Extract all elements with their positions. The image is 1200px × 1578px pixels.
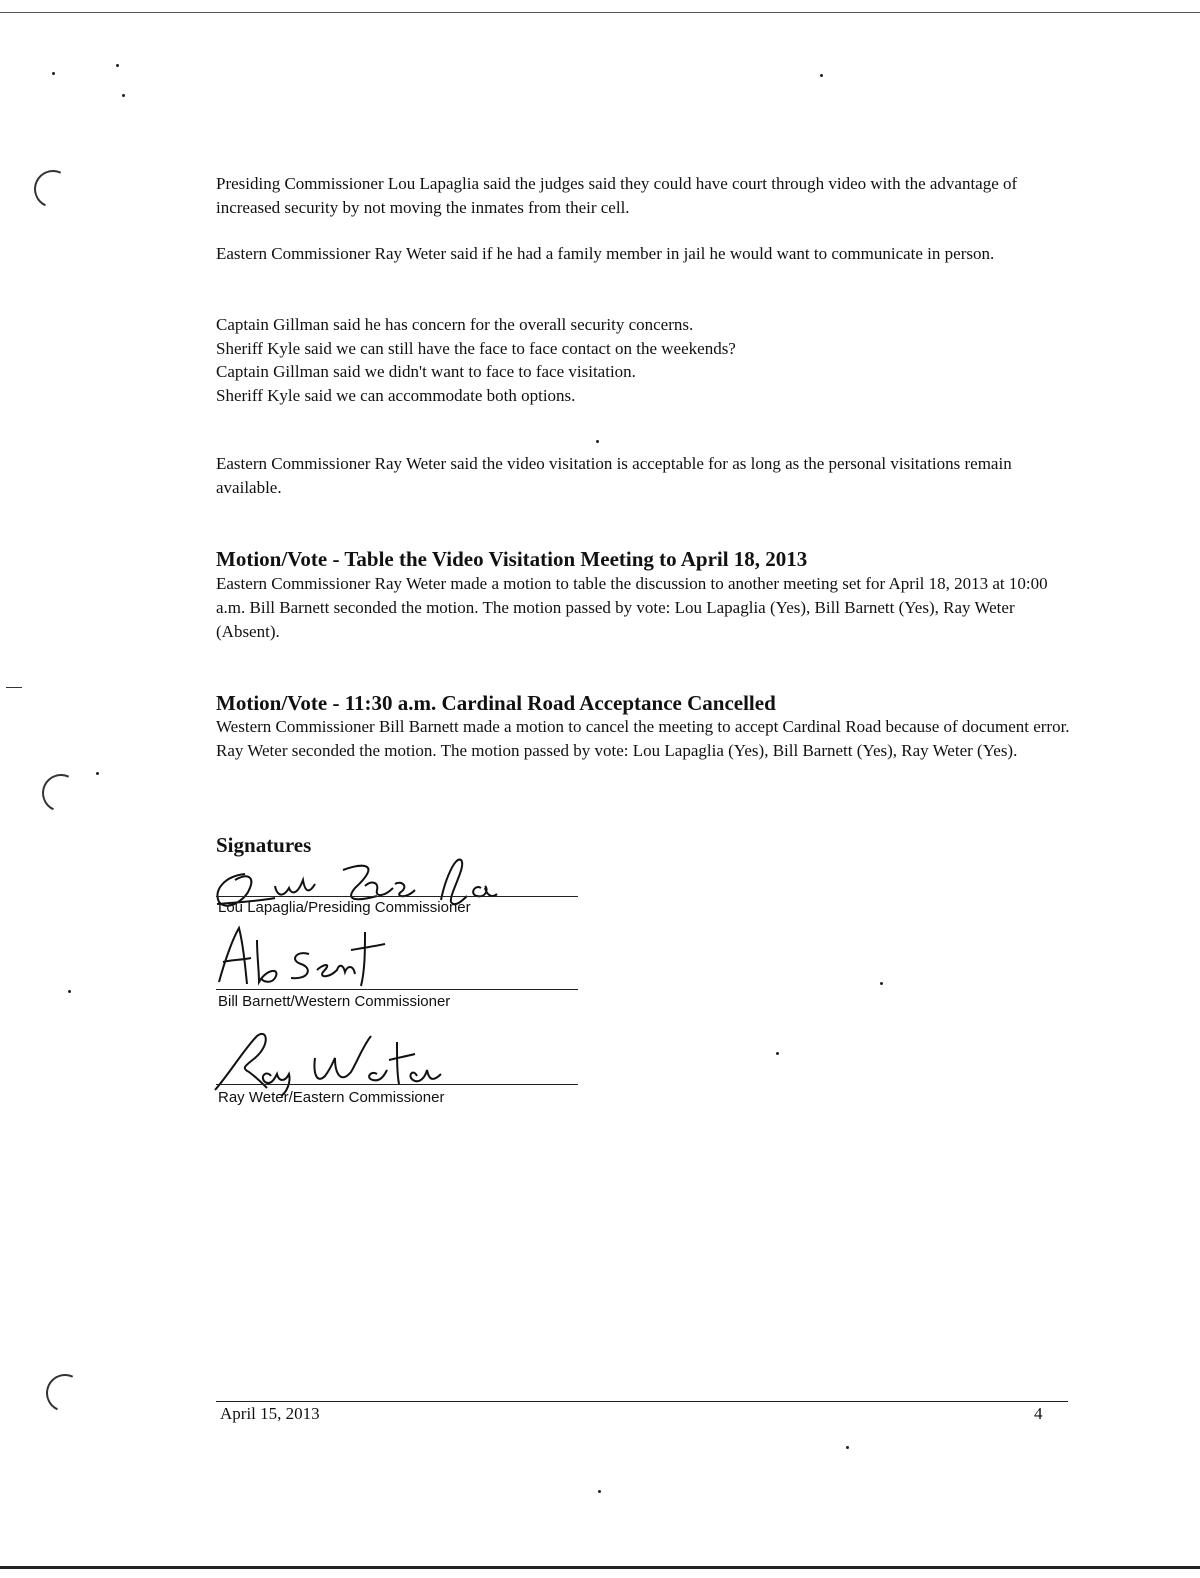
scan-speck [596,440,599,443]
page-number: 4 [1034,1404,1043,1423]
scan-speck [776,1052,779,1055]
motion-heading-table-visitation: Motion/Vote - Table the Video Visitation Meeting to April 18, 2013 [216,547,808,571]
motion-body-table-visitation: Eastern Commissioner Ray Weter made a motion to table the discussion to another meeting set for April 18, 2013 at 10:00 a.m. Bill Barnett seconded the motion. The motion passed by vote: Lou Lapaglia (Yes), Bill Barnett (Yes), Ray Weter (Absent). [216,574,1048,641]
paragraph-judges-video: Presiding Commissioner Lou Lapaglia said the judges said they could have court through video with the advantage of increased security by not moving the inmates from their cell. [216,174,1018,217]
punch-hole-top [29,165,78,214]
motion-heading-cardinal-road: Motion/Vote - 11:30 a.m. Cardinal Road Acceptance Cancelled [216,691,776,715]
punch-hole-middle [37,769,86,818]
signature-line [216,1084,578,1085]
scan-speck [68,990,71,993]
scan-speck [122,94,125,97]
punch-hole-bottom [41,1369,90,1418]
dialogue-line: Sheriff Kyle said we can still have the face to face contact on the weekends? [216,338,736,358]
dialogue-block [216,313,1076,407]
scan-margin-mark [6,687,22,688]
scan-top-rule [0,12,1200,13]
scan-speck [96,772,99,775]
footer-rule [216,1401,1068,1402]
signature-line [216,989,578,990]
handwritten-signature-weter [205,1018,475,1098]
scan-speck [598,1490,601,1493]
dialogue-line: Captain Gillman said we didn't want to face to face visitation. [216,362,636,381]
scan-speck [880,982,883,985]
scan-speck [820,74,823,77]
footer-date: April 15, 2013 [220,1404,320,1423]
scan-speck [52,72,55,75]
dialogue-line: Captain Gillman said he has concern for the overall security concerns. [216,315,694,334]
scan-speck [116,64,119,67]
signature-caption-lapaglia: Lou Lapaglia/Presiding Commissioner [218,899,471,916]
signatures-heading: Signatures [216,833,312,857]
signature-line [216,896,578,897]
handwritten-signature-absent [205,920,405,990]
dialogue-line: Sheriff Kyle said we can accommodate both options. [216,385,576,405]
paragraph-video-acceptable: Eastern Commissioner Ray Weter said the video visitation is acceptable for as long as the personal visitations remain available. [216,454,1012,497]
scan-speck [846,1446,849,1449]
signature-caption-weter: Ray Weter/Eastern Commissioner [218,1089,445,1106]
signature-caption-barnett: Bill Barnett/Western Commissioner [218,993,451,1010]
scan-bottom-rule [0,1566,1200,1569]
paragraph-family-member: Eastern Commissioner Ray Weter said if he had a family member in jail he would want to communicate in person. [216,244,995,263]
motion-body-cardinal-road: Western Commissioner Bill Barnett made a motion to cancel the meeting to accept Cardinal Road because of document error. Ray Weter seconded the motion. The motion passed by vote: Lou Lapaglia (Yes), Bill Barnett (Yes), Ray Weter (Yes). [216,717,1070,760]
